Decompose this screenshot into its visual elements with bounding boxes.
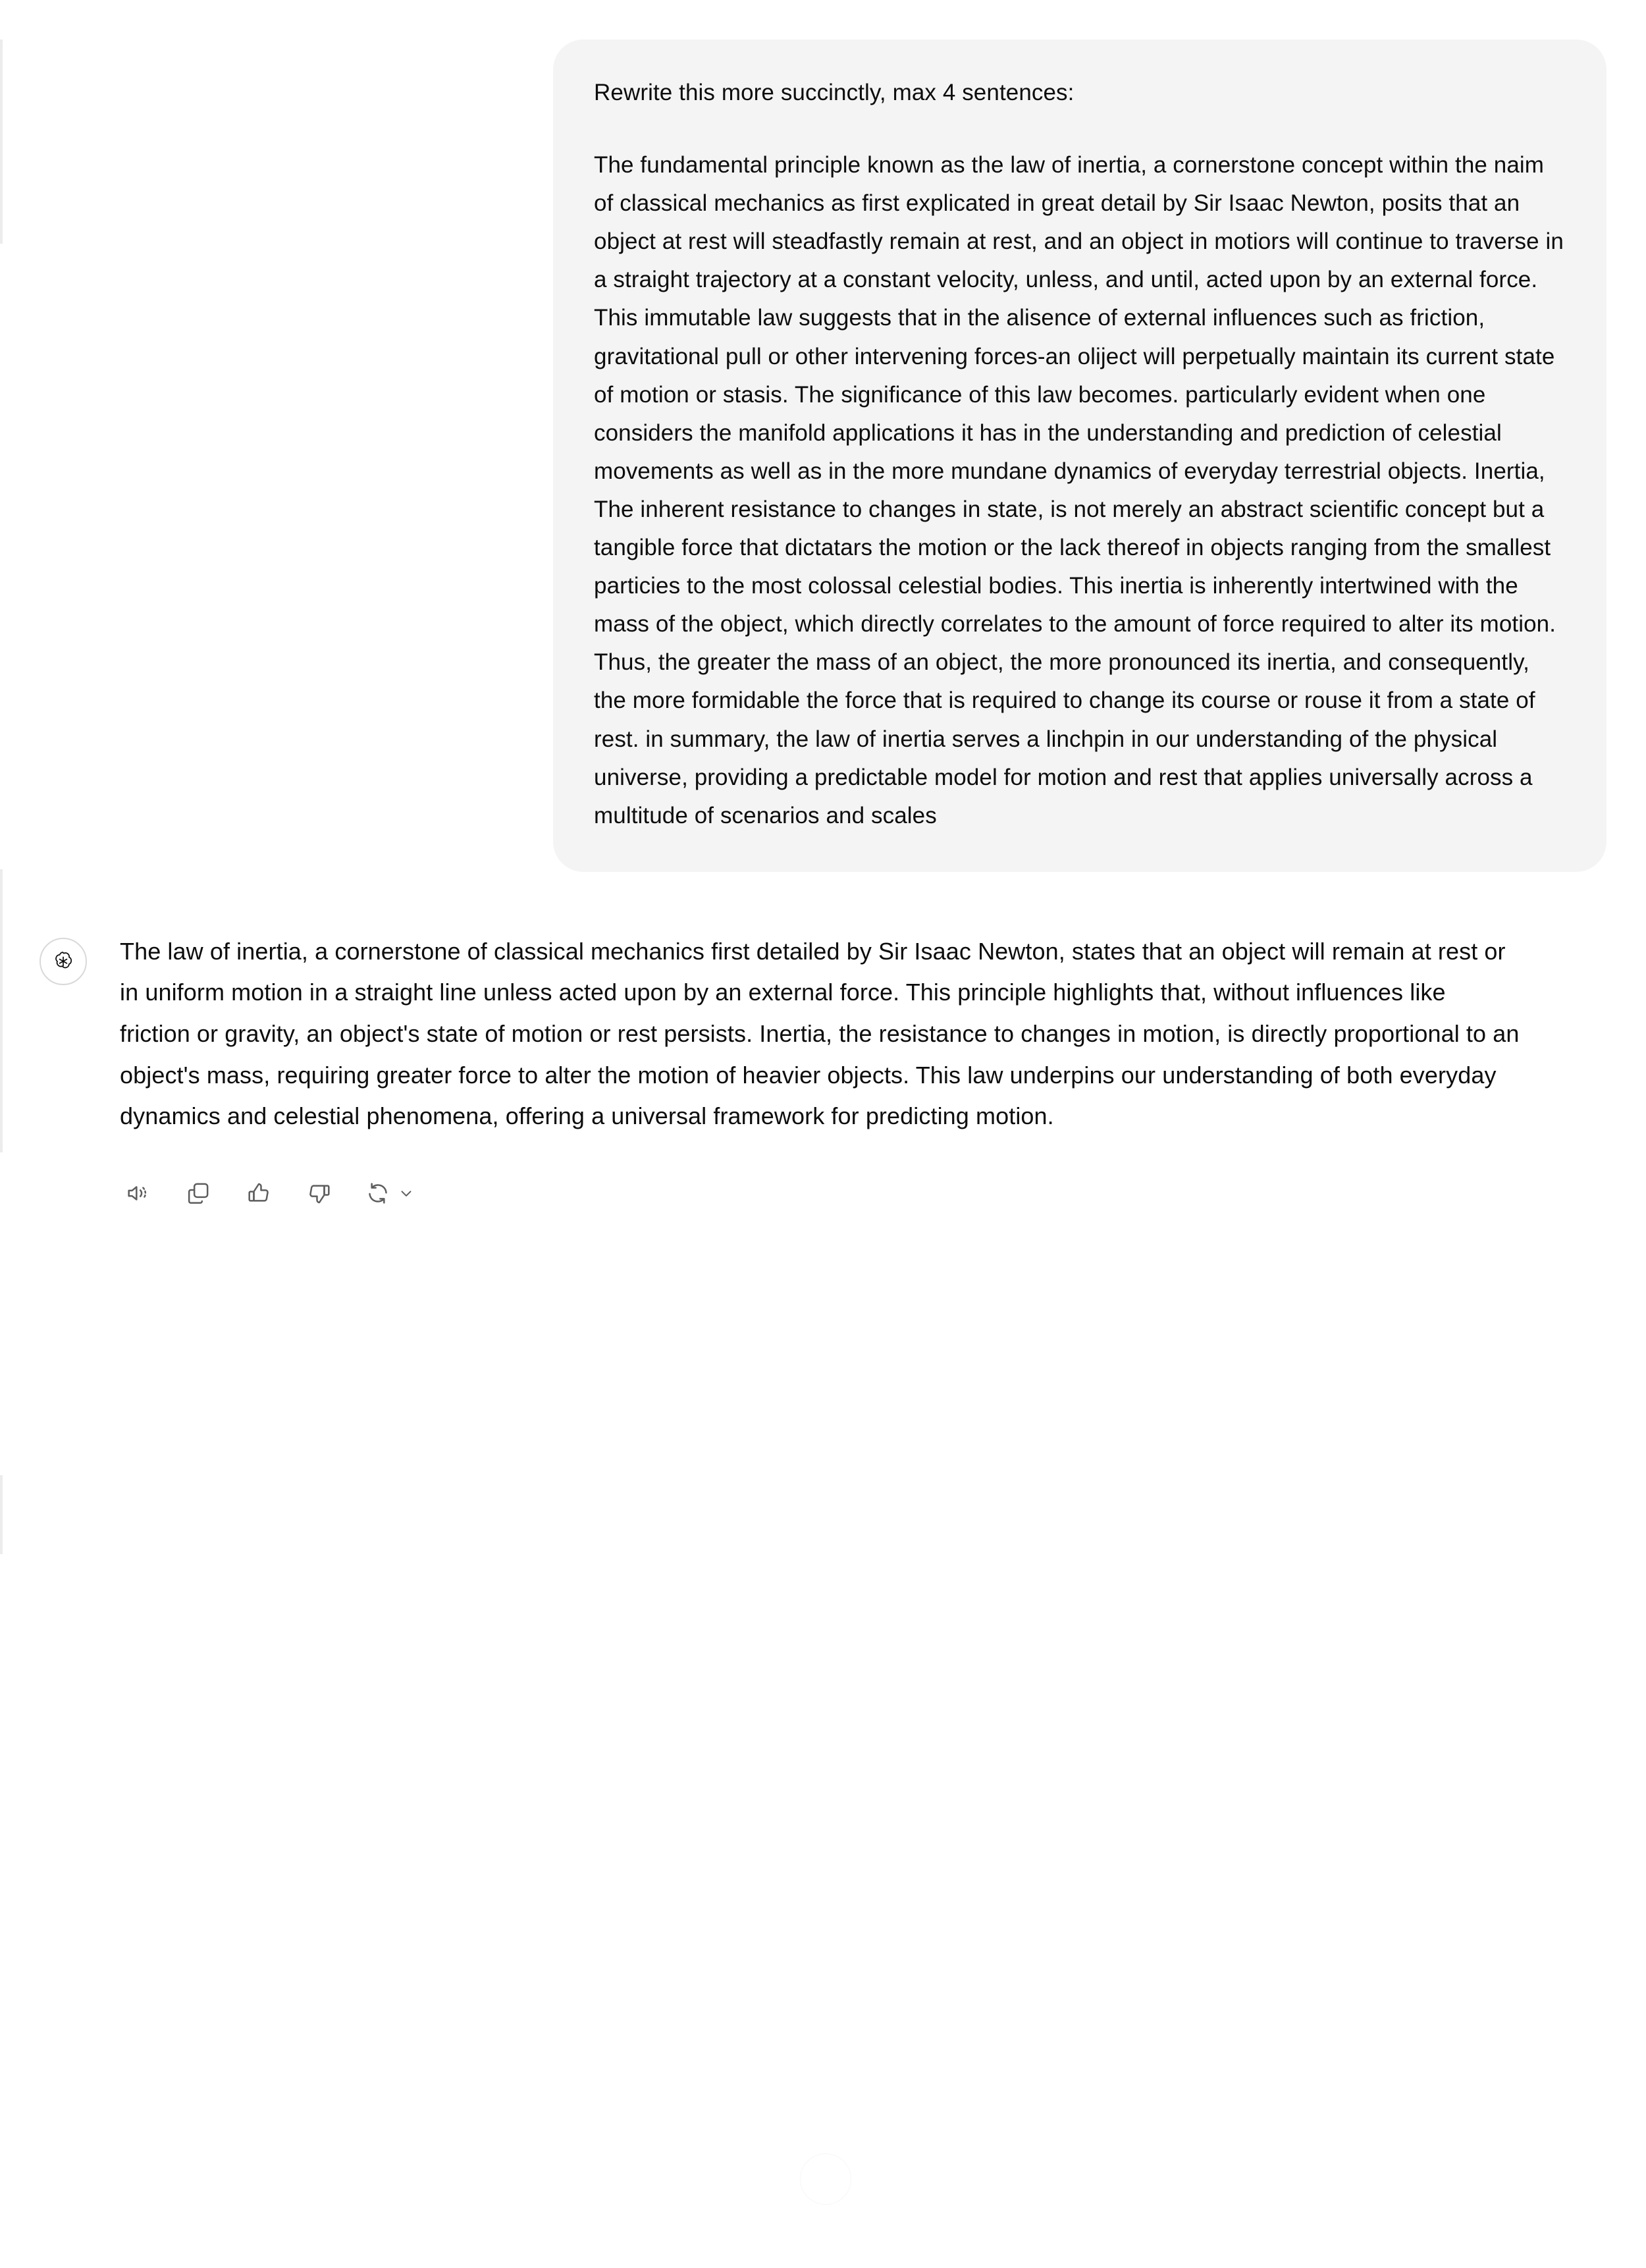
user-message-bubble[interactable] — [553, 40, 1606, 872]
thumbs-down-icon[interactable] — [304, 1178, 334, 1208]
regenerate-icon[interactable] — [365, 1180, 415, 1206]
left-panel-edge — [0, 40, 3, 244]
user-message-row — [0, 0, 1646, 872]
user-prompt-body: The fundamental principle known as the law of inertia, a cornerstone concept within the naim of classical mechanics as first explicated in great detail by Sir Isaac Newton, posits that an object at rest will steadfastly remain at rest, and an object in motiors will continue to traverse in a straight trajectory at a constant velocity, unless, and until, acted upon by an external force. This immutable law suggests that in the alisence of external influences such as friction, gravitational pull or other intervening forces-an oliject will perpetually maintain its current state of motion or stasis. The significance of this law becomes. particularly evident when one considers the manifold applications it has in the understanding and prediction of celestial movements as well as in the more mundane dynamics of everyday terrestrial objects. Inertia, The inherent resistance to changes in state, is not merely an abstract scientific concept but a tangible force that dictatars the motion or the lack thereof in objects ranging from the smallest particies to the most colossal celestial bodies. This inertia is inherently intertwined with the mass of the object, which directly correlates to the amount of force required to alter its motion. Thus, the greater the mass of an object, the more pronounced its inertia, and consequently, the more formidable the force that is required to change its course or rouse it from a state of rest. in summary, the law of inertia serves a linchpin in our understanding of the physical universe, providing a predictable model for motion and rest that applies universally across a multitude of scenarios and scales — [594, 152, 1564, 828]
user-prompt-instruction: Rewrite this more succinctly, max 4 sentences: — [594, 80, 1075, 105]
left-panel-edge — [0, 1475, 3, 1554]
assistant-response-text: The law of inertia, a cornerstone of classical mechanics first detailed by Sir Isaac Newton, states that an object will remain at rest or in uniform motion in a straight line unless acted upon by an external force. This principle highlights that, without influences like friction or gravity, an object's state of motion or rest persists. Inertia, the resistance to changes in motion, is directly proportional to an object's mass, requiring greater force to alter the motion of heavier objects. This law underpins our understanding of both everyday dynamics and celestial phenomena, offering a universal framework for predicting motion. — [120, 937, 1520, 1130]
assistant-action-toolbar — [122, 1178, 1522, 1208]
scroll-to-bottom-button[interactable] — [800, 2153, 851, 2205]
copy-icon[interactable] — [183, 1178, 213, 1208]
thumbs-up-icon[interactable] — [244, 1178, 274, 1208]
left-panel-edge — [0, 869, 3, 1152]
assistant-message-row — [0, 872, 1646, 1208]
speaker-icon[interactable] — [122, 1178, 153, 1208]
chevron-down-icon — [398, 1185, 415, 1202]
assistant-message-body — [120, 931, 1522, 1208]
openai-logo-icon — [40, 938, 87, 985]
